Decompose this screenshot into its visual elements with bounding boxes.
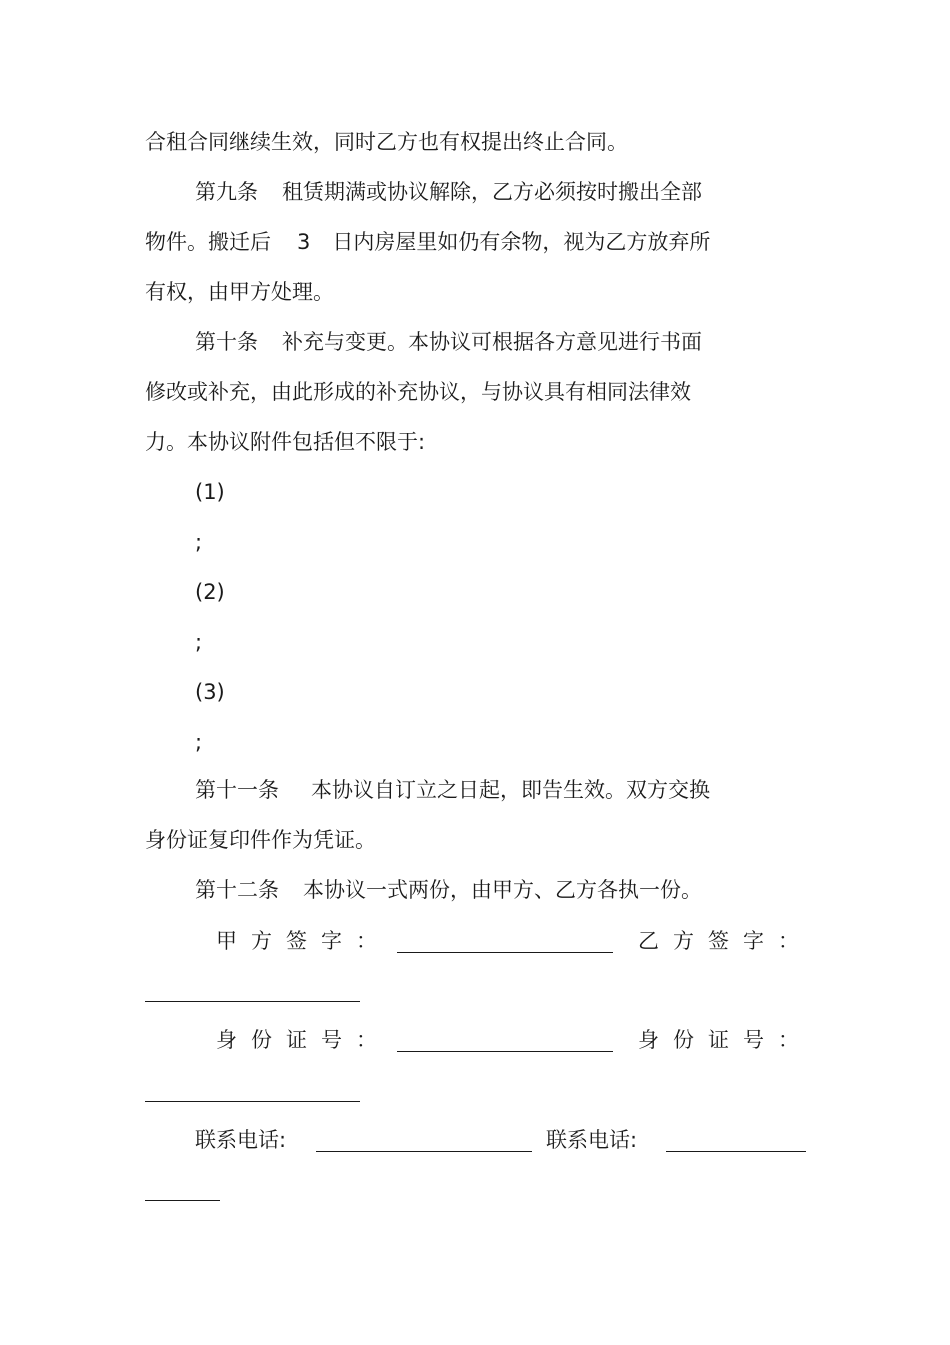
party-b-id-label: 身份证号： (638, 1028, 813, 1052)
article-number: 第九条 (195, 180, 258, 204)
day-count: 3 (297, 230, 311, 254)
article-12-heading (195, 876, 702, 904)
party-a-signature-line (397, 952, 613, 953)
paragraph-line (145, 228, 710, 256)
party-b-phone-line-cont (145, 1200, 220, 1201)
party-b-signature-line (145, 1001, 360, 1002)
text: 修改或补充，由此形成的补充协议，与协议具有相同法律效 (145, 380, 691, 404)
paragraph-line (145, 826, 376, 854)
attachment-item-3 (195, 678, 225, 706)
attachment-item-1-end (195, 528, 202, 556)
article-number: 第十一条 (195, 778, 279, 802)
attachment-item-1 (195, 478, 225, 506)
article-number: 第十条 (195, 330, 258, 354)
party-a-id-label: 身份证号： (216, 1028, 391, 1052)
semicolon: ; (195, 530, 203, 554)
item-label: (3) (195, 680, 225, 704)
text: 力。本协议附件包括但不限于: (145, 430, 426, 454)
semicolon: ; (195, 630, 203, 654)
text: 补充与变更。本协议可根据各方意见进行书面 (282, 330, 702, 354)
text: 合租合同继续生效，同时乙方也有权提出终止合同。 (145, 130, 628, 154)
party-b-phone-label: 联系电话: (546, 1128, 638, 1152)
party-a-phone-line (316, 1151, 532, 1152)
paragraph-line (145, 128, 628, 156)
semicolon: ; (195, 730, 203, 754)
article-10-heading (195, 328, 702, 356)
party-b-signature-label: 乙方签字： (638, 929, 813, 953)
paragraph-line (145, 428, 425, 456)
text: 本协议一式两份，由甲方、乙方各执一份。 (303, 878, 702, 902)
text: 租赁期满或协议解除，乙方必须按时搬出全部 (282, 180, 702, 204)
article-number: 第十二条 (195, 878, 279, 902)
paragraph-line (145, 378, 691, 406)
article-9-heading (195, 178, 702, 206)
party-a-signature-label: 甲方签字： (216, 929, 391, 953)
party-b-id-line (145, 1101, 360, 1102)
item-label: (1) (195, 480, 225, 504)
attachment-item-2 (195, 578, 225, 606)
attachment-item-3-end (195, 728, 202, 756)
paragraph-line (145, 278, 334, 306)
attachment-item-2-end (195, 628, 202, 656)
article-11-heading (195, 776, 710, 804)
party-b-phone-line (666, 1151, 806, 1152)
text: 日内房屋里如仍有余物，视为乙方放弃所 (332, 230, 711, 254)
text: 物件。搬迁后 (145, 230, 271, 254)
text: 本协议自订立之日起，即告生效。双方交换 (311, 778, 710, 802)
text: 有权，由甲方处理。 (145, 280, 334, 304)
party-a-phone-label: 联系电话: (195, 1128, 287, 1152)
text: 身份证复印件作为凭证。 (145, 828, 376, 852)
party-a-id-line (397, 1051, 613, 1052)
item-label: (2) (195, 580, 225, 604)
